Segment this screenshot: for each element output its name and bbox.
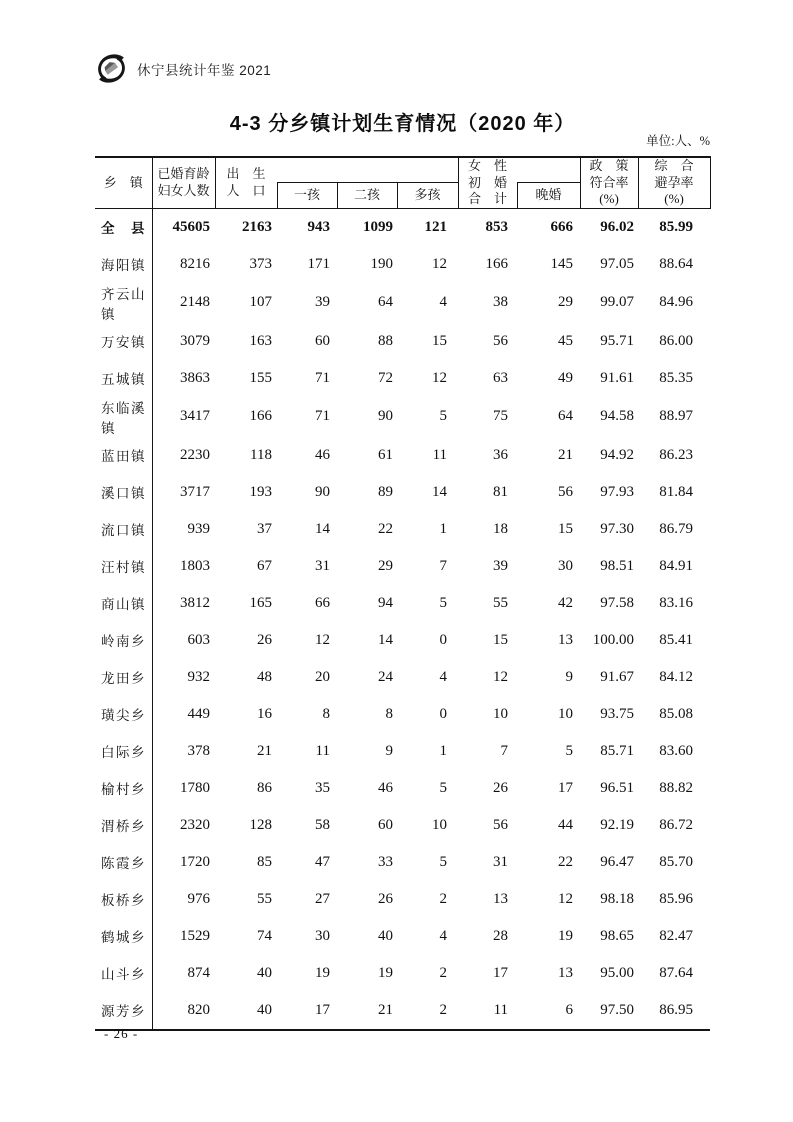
value-cell: 95.00 [600, 964, 635, 981]
value-cell: 5 [439, 853, 448, 870]
value-cell: 64 [558, 408, 574, 425]
township-name-cell: 东临溪镇 [95, 397, 152, 437]
value-cell: 98.51 [600, 557, 635, 574]
value-cell: 853 [458, 208, 517, 246]
value-cell: 373 [249, 255, 272, 272]
births-subgroup-spacer [277, 157, 458, 182]
township-name-cell: 溪口镇 [95, 474, 152, 511]
township-name-cell: 渭桥乡 [95, 807, 152, 844]
value-cell: 55 [257, 890, 272, 907]
value-cell: 932 [187, 668, 210, 685]
value-cell: 11 [493, 1001, 509, 1018]
value-cell: 93.75 [600, 705, 635, 722]
col-header-line: 已婚育龄 [157, 166, 210, 182]
value-cell: 166 [485, 255, 509, 272]
township-name-cell: 齐云山镇 [95, 283, 152, 323]
value-cell: 94 [378, 594, 393, 611]
value-cell: 820 [187, 1001, 210, 1018]
table-row [95, 770, 710, 807]
value-cell: 3417 [180, 408, 210, 425]
col-header-line: 政 策 [589, 158, 629, 173]
township-name-cell: 流口镇 [95, 511, 152, 548]
value-cell: 171 [307, 255, 330, 272]
value-cell: 2148 [180, 294, 210, 311]
value-cell: 94.58 [600, 408, 635, 425]
value-cell: 9 [385, 742, 393, 759]
value-cell: 13 [493, 890, 509, 907]
township-name-cell: 海阳镇 [95, 246, 152, 283]
value-cell: 3812 [180, 594, 210, 611]
value-cell: 1 [439, 520, 448, 537]
value-cell: 163 [249, 332, 272, 349]
value-cell: 19 [315, 964, 330, 981]
value-cell: 45 [558, 332, 574, 349]
value-cell: 83.60 [659, 742, 694, 759]
value-cell: 190 [370, 255, 393, 272]
value-cell: 15 [432, 332, 448, 349]
value-cell: 20 [315, 668, 330, 685]
value-cell: 90 [315, 483, 330, 500]
value-cell: 88.97 [659, 408, 694, 425]
township-name-cell: 万安镇 [95, 323, 152, 360]
value-cell: 46 [378, 779, 393, 796]
value-cell: 85.35 [659, 369, 694, 386]
value-cell: 31 [315, 557, 330, 574]
value-cell: 47 [315, 853, 330, 870]
value-cell: 603 [187, 631, 210, 648]
value-cell: 49 [558, 369, 574, 386]
col-header-first-child: 一孩 [277, 182, 337, 208]
table-row [95, 360, 710, 397]
value-cell: 155 [249, 369, 272, 386]
col-header-second-child: 二孩 [337, 182, 397, 208]
township-name-cell: 板桥乡 [95, 881, 152, 918]
value-cell: 98.65 [600, 927, 635, 944]
value-cell: 14 [432, 483, 448, 500]
col-header-line: 初 婚 [468, 174, 508, 190]
value-cell: 100.00 [592, 631, 635, 648]
col-header-line: 综 合 [654, 158, 694, 173]
township-name-cell: 山斗乡 [95, 955, 152, 992]
value-cell: 1780 [180, 779, 210, 796]
value-cell: 98.18 [600, 890, 635, 907]
township-name-cell: 岭南乡 [95, 622, 152, 659]
value-cell: 2320 [180, 816, 210, 833]
value-cell: 60 [315, 332, 330, 349]
value-cell: 12 [558, 890, 574, 907]
value-cell: 86.95 [659, 1001, 694, 1018]
col-header-line: 合 计 [468, 191, 508, 207]
value-cell: 74 [257, 927, 272, 944]
value-cell: 72 [378, 369, 393, 386]
value-cell: 44 [558, 816, 574, 833]
value-cell: 939 [187, 520, 210, 537]
col-header-married-women [152, 157, 215, 208]
value-cell: 96.47 [600, 853, 635, 870]
value-cell: 85 [257, 853, 272, 870]
value-cell: 10 [493, 705, 509, 722]
value-cell: 0 [439, 705, 448, 722]
table-row [95, 955, 710, 992]
value-cell: 11 [315, 742, 330, 759]
table-row [95, 696, 710, 733]
value-cell: 58 [315, 816, 330, 833]
value-cell: 166 [249, 408, 272, 425]
value-cell: 13 [558, 631, 574, 648]
value-cell: 66 [315, 594, 330, 611]
value-cell: 21 [558, 446, 574, 463]
township-name-cell: 榆村乡 [95, 770, 152, 807]
value-cell: 13 [558, 964, 574, 981]
table-row [95, 918, 710, 955]
table-row [95, 881, 710, 918]
value-cell: 86.00 [659, 332, 694, 349]
col-header-township [95, 157, 152, 208]
value-cell: 38 [493, 294, 509, 311]
value-cell: 12 [432, 369, 448, 386]
value-cell: 35 [315, 779, 330, 796]
value-cell: 85.71 [600, 742, 635, 759]
yearbook-title-text: 休宁县统计年鉴 2021 [137, 62, 272, 78]
value-cell: 36 [493, 446, 509, 463]
value-cell: 449 [187, 705, 210, 722]
value-cell: 5 [565, 742, 574, 759]
col-header-line: 人 口 [226, 182, 266, 198]
value-cell: 85.70 [659, 853, 694, 870]
value-cell: 874 [187, 964, 210, 981]
value-cell: 96.51 [600, 779, 635, 796]
township-name-cell: 白际乡 [95, 733, 152, 770]
value-cell: 7 [500, 742, 509, 759]
value-cell: 42 [558, 594, 574, 611]
table-header [95, 157, 710, 208]
table-row [95, 992, 710, 1030]
value-cell: 8 [385, 705, 393, 722]
value-cell: 19 [558, 927, 574, 944]
value-cell: 45605 [152, 208, 215, 246]
col-header-line: 妇女人数 [157, 182, 210, 198]
value-cell: 56 [493, 816, 509, 833]
table-row [95, 323, 710, 360]
value-cell: 22 [378, 520, 393, 537]
value-cell: 7 [439, 557, 448, 574]
header-row-top [95, 157, 710, 182]
table-row [95, 548, 710, 585]
value-cell: 24 [378, 668, 393, 685]
value-cell: 71 [315, 408, 330, 425]
table-row [95, 807, 710, 844]
value-cell: 107 [249, 294, 272, 311]
value-cell: 96.02 [580, 208, 638, 246]
value-cell: 40 [378, 927, 393, 944]
township-name-cell: 蓝田镇 [95, 437, 152, 474]
value-cell: 21 [257, 742, 272, 759]
col-header-line: 避孕率 [654, 174, 694, 190]
value-cell: 39 [493, 557, 509, 574]
value-cell: 18 [493, 520, 509, 537]
value-cell: 94.92 [600, 446, 635, 463]
value-cell: 85.96 [659, 890, 694, 907]
value-cell: 1 [439, 742, 448, 759]
value-cell: 666 [517, 208, 580, 246]
value-cell: 84.96 [659, 294, 694, 311]
value-cell: 2 [439, 964, 448, 981]
value-cell: 88.82 [659, 779, 694, 796]
value-cell: 63 [493, 369, 509, 386]
table-row [95, 511, 710, 548]
value-cell: 2163 [215, 208, 277, 246]
value-cell: 92.19 [600, 816, 635, 833]
value-cell: 97.05 [600, 255, 635, 272]
value-cell: 27 [315, 890, 330, 907]
value-cell: 61 [378, 446, 393, 463]
value-cell: 86.23 [659, 446, 694, 463]
value-cell: 75 [493, 408, 509, 425]
value-cell: 28 [493, 927, 509, 944]
table-row [95, 844, 710, 881]
value-cell: 12 [315, 631, 330, 648]
col-header-contraception-rate [638, 157, 710, 208]
value-cell: 81 [493, 483, 509, 500]
value-cell: 67 [257, 557, 272, 574]
value-cell: 84.12 [659, 668, 694, 685]
unit-note: 单位:人、% [646, 134, 710, 148]
value-cell: 40 [257, 1001, 272, 1018]
col-header-line: 乡 镇 [103, 174, 143, 190]
yearbook-logo-icon [95, 53, 128, 84]
value-cell: 88.64 [659, 255, 694, 272]
table-row [95, 659, 710, 696]
value-cell: 88 [378, 332, 393, 349]
township-name-cell: 源芳乡 [95, 992, 152, 1030]
value-cell: 8216 [180, 255, 210, 272]
value-cell: 17 [493, 964, 509, 981]
col-header-line: 符合率 [589, 174, 629, 190]
value-cell: 128 [249, 816, 272, 833]
value-cell: 12 [493, 668, 509, 685]
value-cell: 9 [565, 668, 574, 685]
value-cell: 64 [378, 294, 393, 311]
value-cell: 84.91 [659, 557, 694, 574]
value-cell: 31 [493, 853, 509, 870]
table-row [95, 437, 710, 474]
value-cell: 5 [439, 594, 448, 611]
value-cell: 87.64 [659, 964, 694, 981]
value-cell: 97.50 [600, 1001, 635, 1018]
value-cell: 10 [558, 705, 574, 722]
table-row [95, 585, 710, 622]
value-cell: 30 [558, 557, 574, 574]
col-header-late-marriage: 晚婚 [517, 182, 580, 208]
value-cell: 97.93 [600, 483, 635, 500]
value-cell: 1529 [180, 927, 210, 944]
township-name-cell: 全县 [95, 208, 152, 246]
value-cell: 16 [257, 705, 272, 722]
table-row [95, 246, 710, 283]
value-cell: 3717 [180, 483, 210, 500]
value-cell: 86.79 [659, 520, 694, 537]
value-cell: 4 [439, 668, 448, 685]
value-cell: 30 [315, 927, 330, 944]
table-row [95, 474, 710, 511]
value-cell: 4 [439, 294, 448, 311]
township-name-cell: 汪村镇 [95, 548, 152, 585]
value-cell: 14 [315, 520, 330, 537]
table-body [95, 208, 710, 1030]
value-cell: 1099 [337, 208, 397, 246]
col-header-line: 出 生 [226, 166, 266, 182]
value-cell: 17 [558, 779, 574, 796]
value-cell: 165 [249, 594, 272, 611]
township-name-cell: 璜尖乡 [95, 696, 152, 733]
col-header-line: (%) [664, 191, 684, 207]
value-cell: 19 [378, 964, 393, 981]
col-header-policy-rate [580, 157, 638, 208]
value-cell: 37 [257, 520, 272, 537]
value-cell: 15 [493, 631, 509, 648]
col-header-births [215, 157, 277, 208]
value-cell: 21 [378, 1001, 393, 1018]
page-title: 4-3 分乡镇计划生育情况（2020 年） [229, 113, 576, 136]
value-cell: 6 [565, 1001, 574, 1018]
value-cell: 3079 [180, 332, 210, 349]
township-name-cell: 陈霞乡 [95, 844, 152, 881]
value-cell: 56 [493, 332, 509, 349]
table-row [95, 208, 710, 246]
value-cell: 10 [432, 816, 448, 833]
value-cell: 1720 [180, 853, 210, 870]
value-cell: 14 [378, 631, 393, 648]
value-cell: 90 [378, 408, 393, 425]
table-row [95, 397, 710, 437]
table-row [95, 283, 710, 323]
value-cell: 26 [378, 890, 393, 907]
value-cell: 2 [439, 1001, 448, 1018]
value-cell: 97.30 [600, 520, 635, 537]
value-cell: 11 [432, 446, 448, 463]
value-cell: 71 [315, 369, 330, 386]
value-cell: 33 [378, 853, 393, 870]
value-cell: 193 [249, 483, 272, 500]
value-cell: 4 [439, 927, 448, 944]
value-cell: 26 [257, 631, 272, 648]
family-planning-table [95, 156, 711, 1031]
value-cell: 85.41 [659, 631, 694, 648]
value-cell: 15 [558, 520, 574, 537]
value-cell: 3863 [180, 369, 210, 386]
value-cell: 121 [397, 208, 458, 246]
table-row [95, 733, 710, 770]
value-cell: 17 [315, 1001, 330, 1018]
value-cell: 85.08 [659, 705, 694, 722]
table-row [95, 622, 710, 659]
value-cell: 5 [439, 779, 448, 796]
value-cell: 40 [257, 964, 272, 981]
value-cell: 22 [558, 853, 574, 870]
value-cell: 91.61 [600, 369, 635, 386]
value-cell: 29 [378, 557, 393, 574]
township-name-cell: 龙田乡 [95, 659, 152, 696]
value-cell: 118 [250, 446, 272, 463]
value-cell: 39 [315, 294, 330, 311]
value-cell: 48 [257, 668, 272, 685]
value-cell: 976 [187, 890, 210, 907]
col-header-line: 女 性 [468, 158, 508, 173]
value-cell: 99.07 [600, 294, 635, 311]
value-cell: 81.84 [659, 483, 694, 500]
value-cell: 378 [187, 742, 210, 759]
col-header-line: (%) [599, 191, 619, 207]
value-cell: 12 [432, 255, 448, 272]
yearbook-brand [95, 53, 271, 84]
value-cell: 2230 [180, 446, 210, 463]
township-name-cell: 商山镇 [95, 585, 152, 622]
value-cell: 29 [558, 294, 574, 311]
value-cell: 83.16 [659, 594, 694, 611]
value-cell: 56 [558, 483, 574, 500]
value-cell: 82.47 [659, 927, 694, 944]
township-name-cell: 鹤城乡 [95, 918, 152, 955]
value-cell: 8 [322, 705, 330, 722]
value-cell: 26 [493, 779, 509, 796]
value-cell: 97.58 [600, 594, 635, 611]
value-cell: 2 [439, 890, 448, 907]
township-name-cell: 五城镇 [95, 360, 152, 397]
col-header-multi-child: 多孩 [397, 182, 458, 208]
value-cell: 60 [378, 816, 393, 833]
value-cell: 89 [378, 483, 393, 500]
value-cell: 0 [439, 631, 448, 648]
col-header-first-marriage [458, 157, 517, 208]
value-cell: 5 [439, 408, 448, 425]
value-cell: 95.71 [600, 332, 635, 349]
value-cell: 943 [277, 208, 337, 246]
marriage-subgroup-spacer [517, 157, 580, 182]
value-cell: 85.99 [638, 208, 710, 246]
page-number: - 26 - [104, 1026, 139, 1041]
value-cell: 86.72 [659, 816, 694, 833]
value-cell: 1803 [180, 557, 210, 574]
value-cell: 145 [550, 255, 574, 272]
value-cell: 86 [257, 779, 272, 796]
value-cell: 91.67 [600, 668, 635, 685]
value-cell: 55 [493, 594, 509, 611]
value-cell: 46 [315, 446, 330, 463]
